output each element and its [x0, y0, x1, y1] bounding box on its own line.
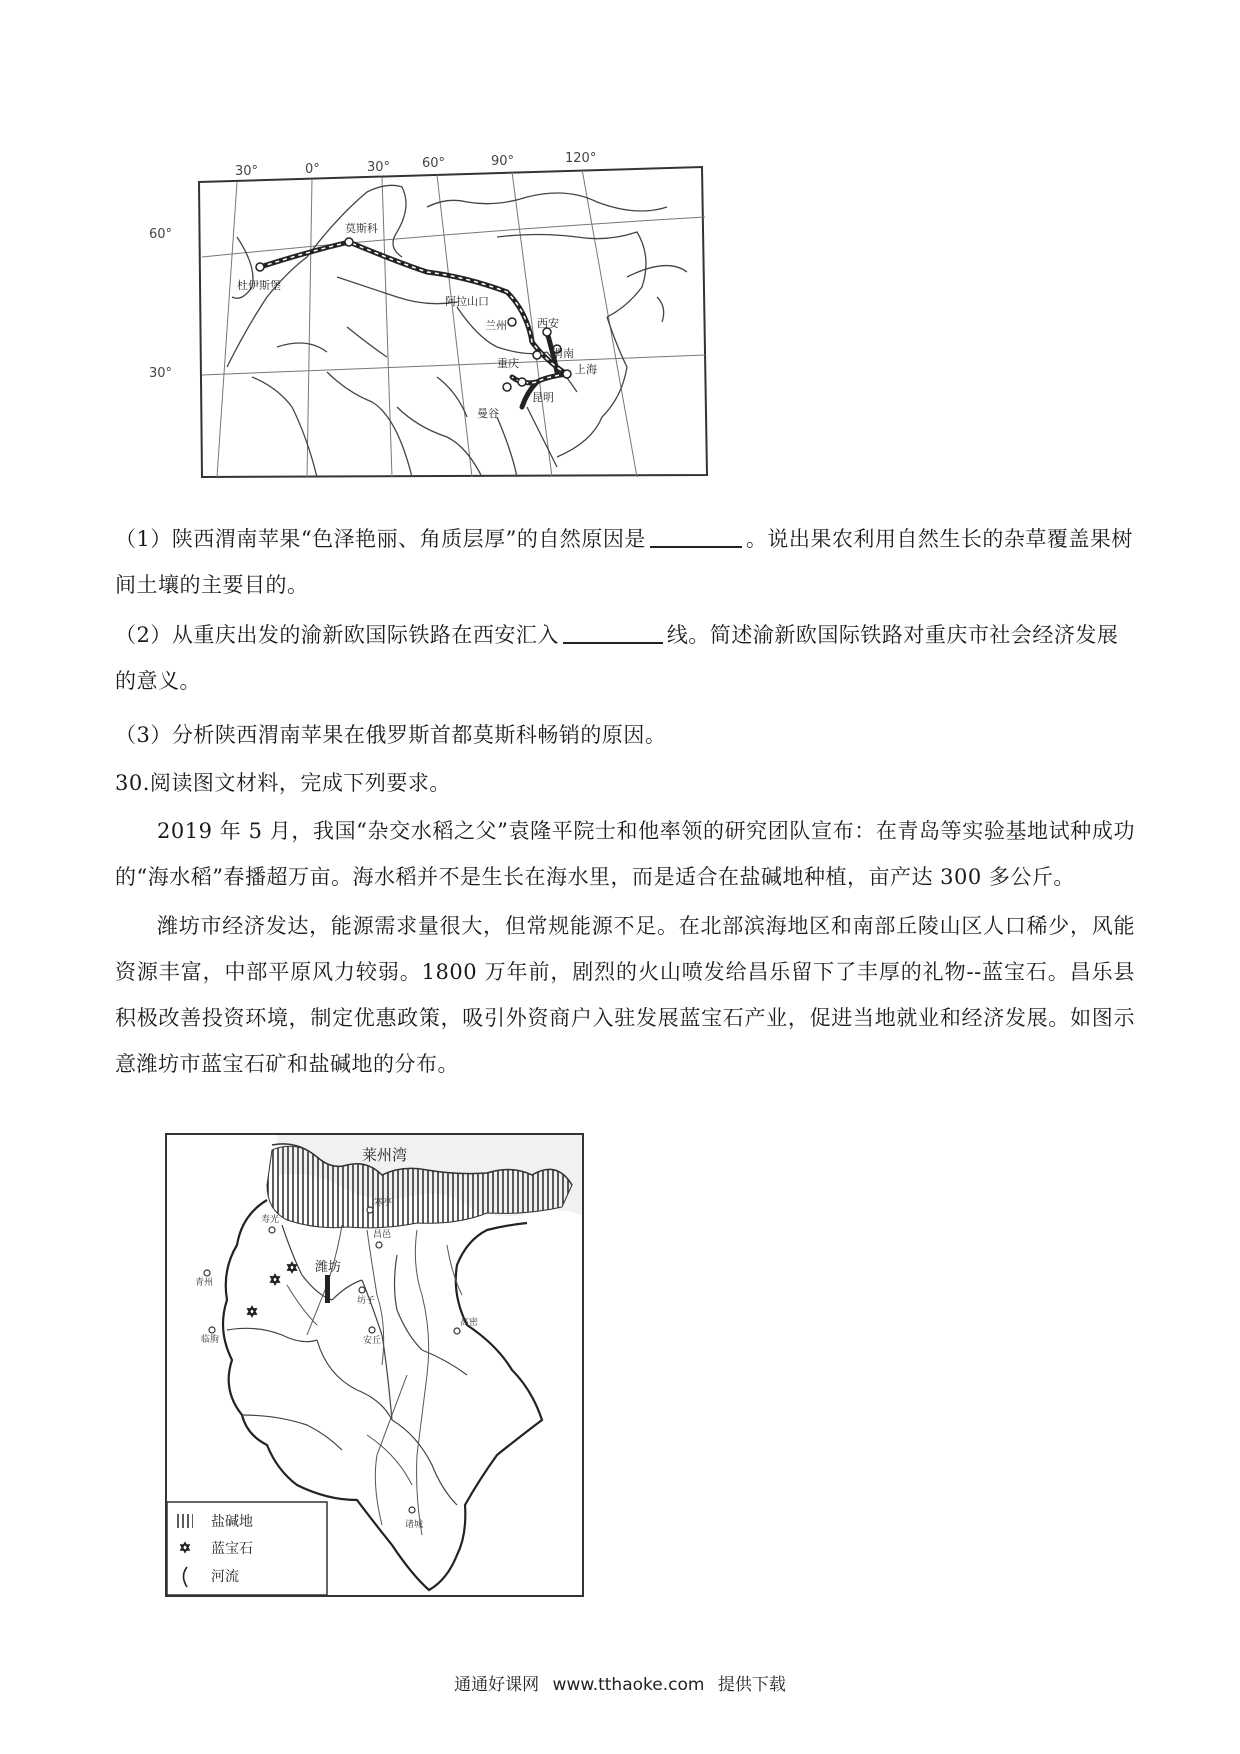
map2-place: 寿光: [261, 1215, 280, 1225]
map2-place: 青州: [195, 1278, 214, 1288]
city-label-duisburg: 杜伊斯堡: [237, 279, 281, 292]
eurasia-railway-map: [149, 151, 707, 477]
city-label-lanzhou: 兰州: [485, 319, 507, 332]
weifang-map: [165, 1133, 584, 1597]
city-label-xian: 西安: [537, 317, 559, 330]
lon-label: 30°: [235, 164, 259, 179]
lat-label: 60°: [149, 227, 173, 242]
question-1-text-a: （1）陕西渭南苹果“色泽艳丽、角质层厚”的自然原因是: [115, 527, 646, 551]
map2-place: 昌邑: [373, 1230, 392, 1240]
legend-river: 河流: [211, 1569, 239, 1585]
map2-bay-label: 莱州湾: [362, 1146, 408, 1164]
map2-place: 寒亭: [374, 1198, 393, 1208]
lon-label: 0°: [305, 162, 320, 177]
legend-sapphire: 蓝宝石: [211, 1541, 253, 1557]
map2-place: 安丘: [363, 1336, 382, 1346]
weifang-map-svg: [167, 1135, 582, 1595]
question-30-paragraph-2: 潍坊市经济发达，能源需求量很大，但常规能源不足。在北部滨海地区和南部丘陵山区人口稀少，风能资源丰富，中部平原风力较弱。1800 万年前，剧烈的火山喷发给昌乐留下了丰厚的礼物--蓝宝石。昌乐县积极改善投资环境，制定优惠政策，吸引外资商户入驻发展蓝宝石产业，促进当地就业和经济发展。如图示意潍坊市蓝宝石矿和盐碱地的分布。: [115, 914, 1135, 1076]
lon-label: 30°: [367, 160, 391, 175]
map2-place: 坊子: [357, 1296, 376, 1306]
page-footer: [0, 1670, 1240, 1695]
city-label-kunming: 昆明: [532, 391, 554, 404]
footer-url[interactable]: www.tthaoke.com: [552, 1675, 705, 1695]
city-label-alashankou: 阿拉山口: [445, 295, 489, 308]
question-2-text-a: （2）从重庆出发的渝新欧国际铁路在西安汇入: [115, 623, 559, 647]
lat-label: 30°: [149, 366, 173, 381]
lon-label: 120°: [565, 151, 597, 166]
answer-blank[interactable]: [650, 524, 742, 548]
question-2-text-b: 线。简述渝新欧国际铁路对重庆市社会经济发展的意义。: [115, 623, 1119, 693]
city-label-chongqing: 重庆: [497, 357, 519, 370]
legend-saline: 盐碱地: [211, 1514, 253, 1530]
saline-land-swatch: [177, 1514, 193, 1528]
map2-legend: [167, 1502, 327, 1595]
lon-label: 90°: [491, 154, 515, 169]
question-30-heading: 30.阅读图文材料，完成下列要求。: [115, 771, 451, 795]
question-2: [115, 612, 1135, 704]
lon-label: 60°: [422, 156, 446, 171]
map2-place: 高密: [460, 1318, 479, 1328]
map2-place: 诸城: [405, 1520, 424, 1530]
map2-city-weifang: 潍坊: [315, 1260, 342, 1275]
answer-blank[interactable]: [563, 620, 663, 644]
city-label-moscow: 莫斯科: [345, 222, 378, 235]
footer-note: 提供下载: [717, 1675, 786, 1695]
question-1: [115, 516, 1135, 608]
footer-site: 通通好课网: [454, 1675, 540, 1695]
eurasia-railway-map-svg: [149, 151, 707, 477]
map2-place: 临朐: [201, 1335, 220, 1345]
sapphire-icon: [248, 1263, 296, 1316]
question-1-text-b: 。说出果农利用自然生长的杂草覆盖果树间土壤的主要目的。: [115, 527, 1133, 597]
city-label-shanghai: 上海: [575, 363, 597, 376]
city-label-bangkok: 曼谷: [477, 407, 499, 420]
question-3: （3）分析陕西渭南苹果在俄罗斯首都莫斯科畅销的原因。: [115, 723, 667, 747]
question-30-paragraph-1: 2019 年 5 月，我国“杂交水稻之父”袁隆平院士和他率领的研究团队宣布：在青岛等实验基地试种成功的“海水稻”春播超万亩。海水稻并不是生长在海水里，而是适合在盐碱地种植，亩产达 300 多公斤。: [115, 819, 1135, 889]
city-label-weinan: 渭南: [552, 347, 574, 360]
